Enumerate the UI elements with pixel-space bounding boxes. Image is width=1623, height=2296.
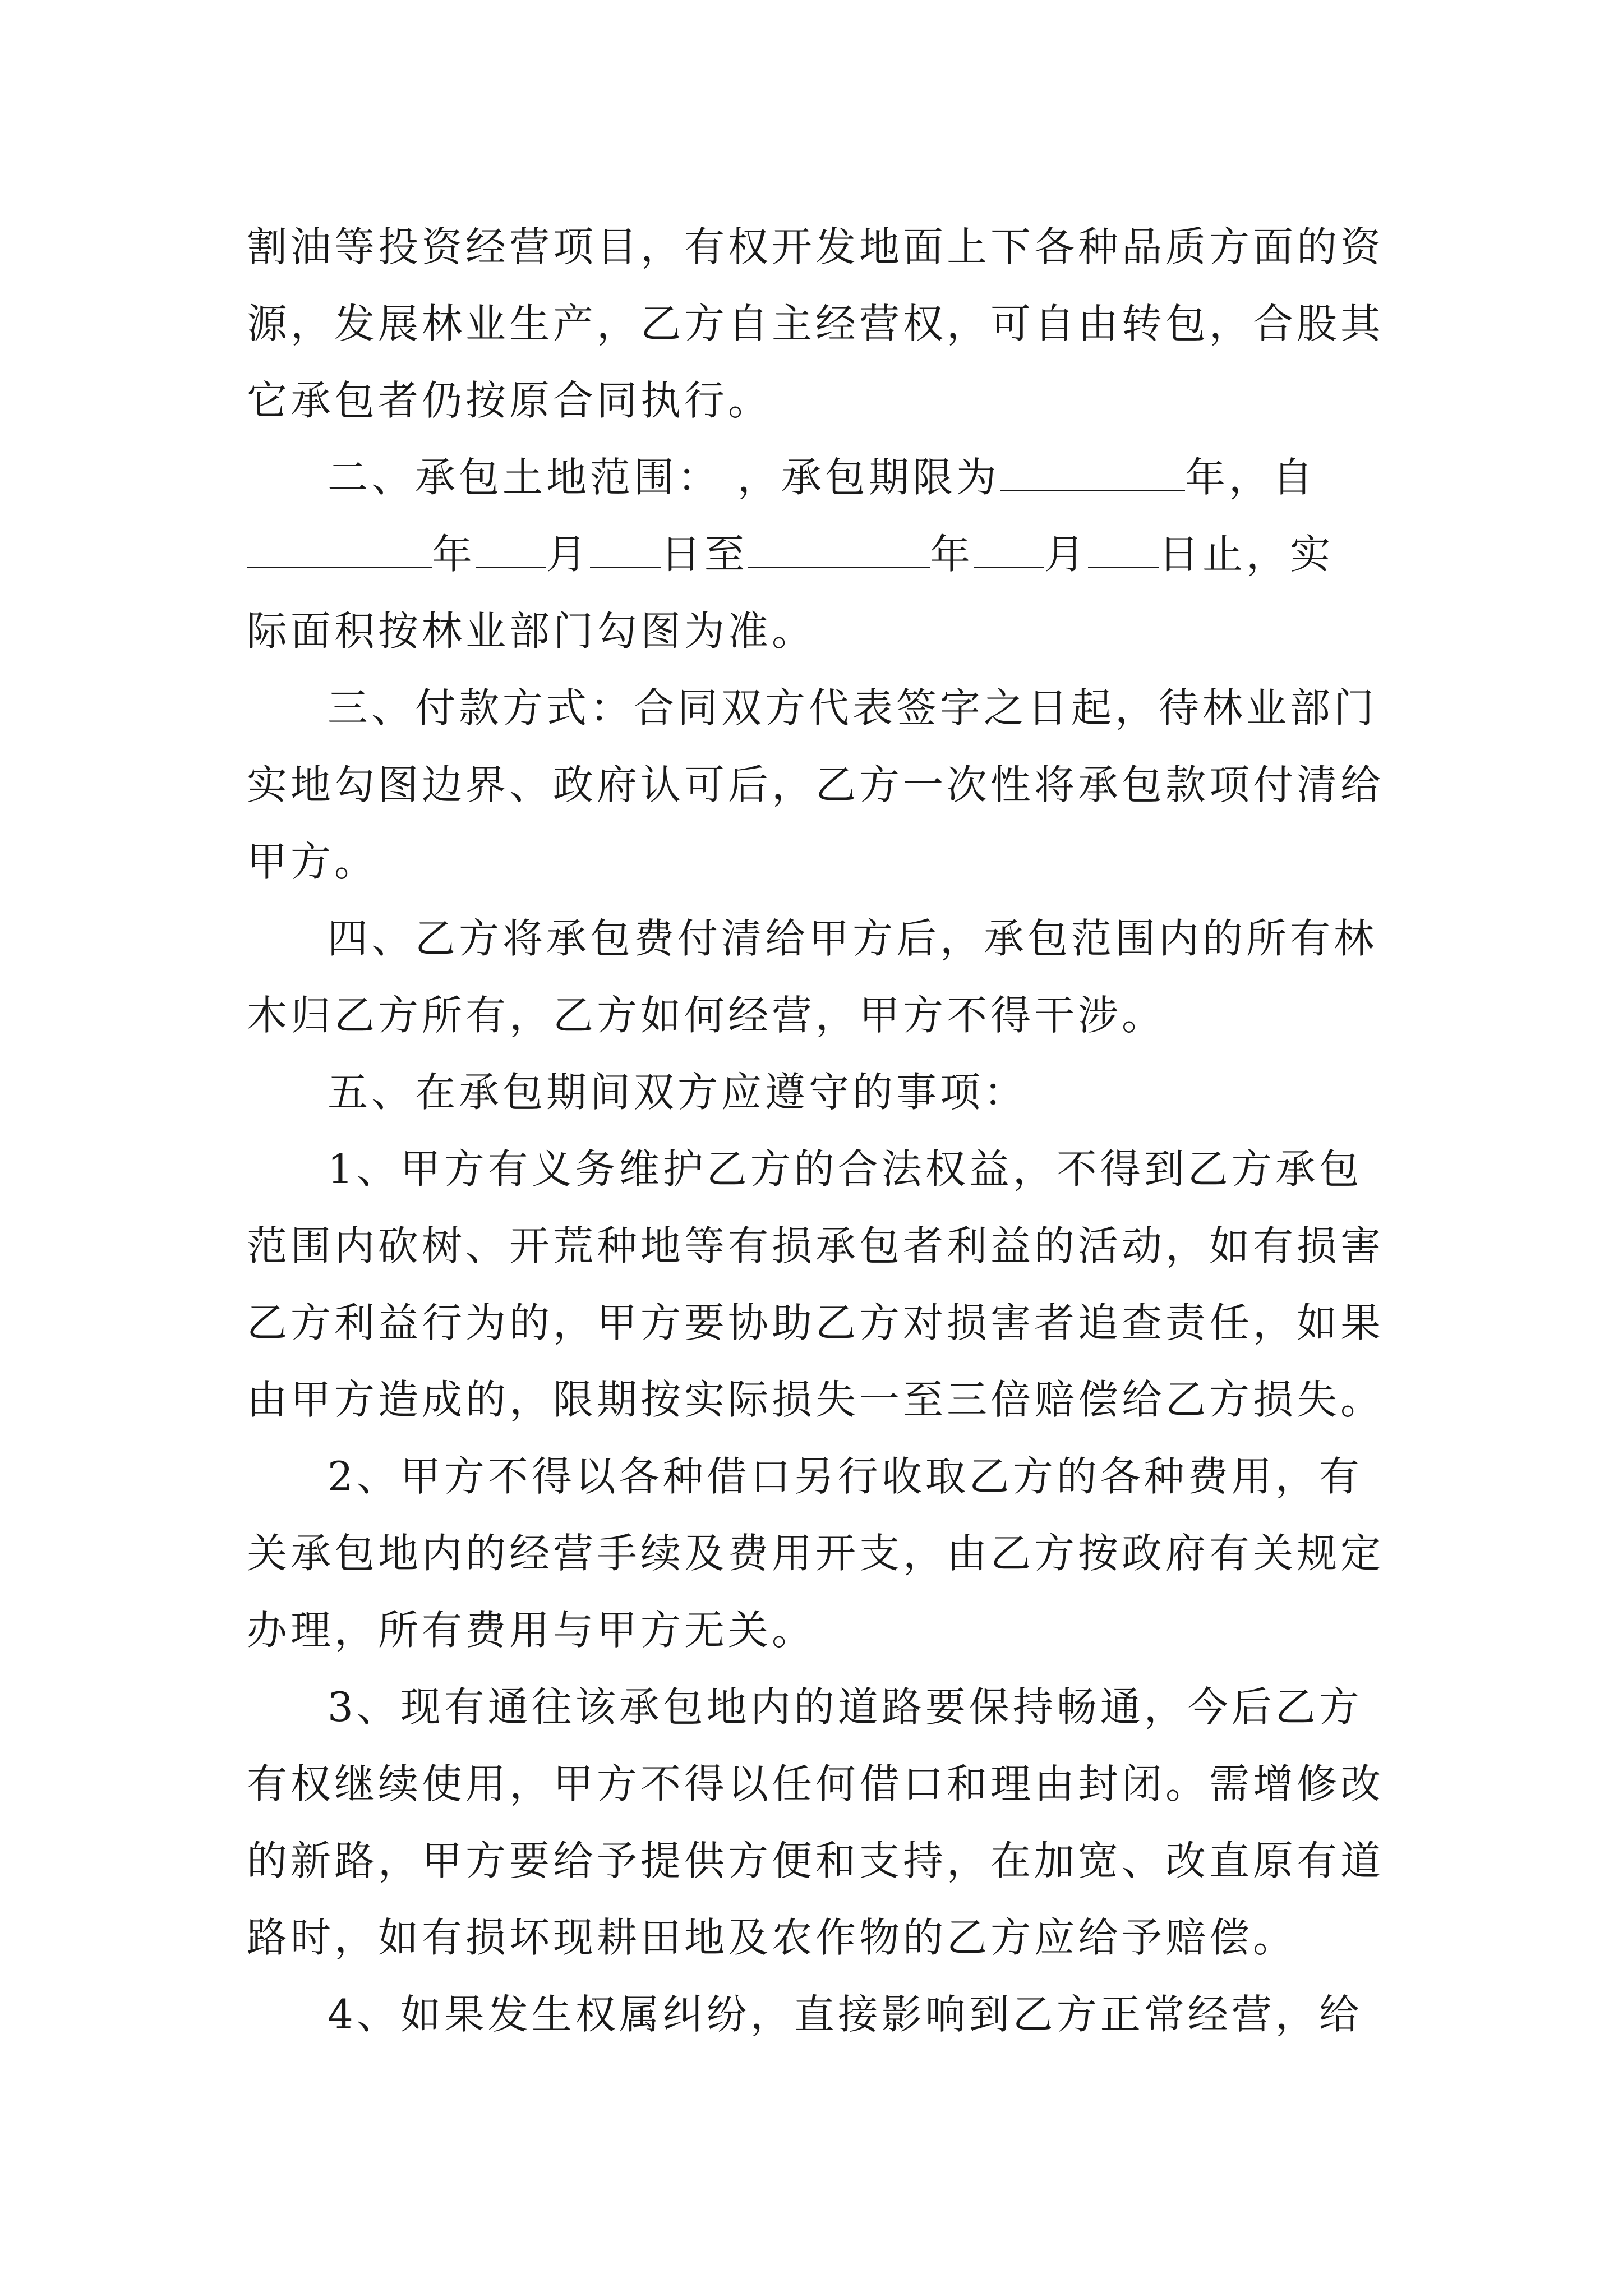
text-line: 木归乙方所有，乙方如何经营，甲方不得干涉。 [247,992,1166,1039]
text-line: 范围内砍树、开荒种地等有损承包者利益的活动，如有损害 [247,1222,1385,1269]
text-line: 有权继续使用，甲方不得以任何借口和理由封闭。需增修改 [247,1760,1385,1807]
blank-field-end-month [974,533,1044,568]
paragraph-item-3 [247,1669,1391,1976]
document-body [247,209,1391,2053]
text-line: 五、在承包期间双方应遵守的事项： [328,1069,1028,1116]
text-line: 割油等投资经营项目，有权开发地面上下各种品质方面的资 [247,223,1385,270]
text-line: 1、甲方有义务维护乙方的合法权益，不得到乙方承包 [328,1145,1363,1193]
paragraph-land-scope [247,439,1391,670]
paragraph-item-4 [247,1976,1391,2053]
blank-field-end-year [748,533,930,568]
blank-field-start-year [247,533,432,568]
text-line: 源，发展林业生产，乙方自主经营权，可自由转包，合股其 [247,300,1385,347]
text-line [247,516,1391,593]
text-segment: 二、承包土地范围： ，承包期限为 [328,454,1000,501]
text-line: 2、甲方不得以各种借口另行收取乙方的各种费用，有 [328,1453,1363,1500]
text-segment: 年 [432,531,476,578]
blank-field-start-day [590,533,661,568]
text-segment: 年，自 [1184,454,1316,501]
text-line: 际面积按林业部门勾图为准。 [247,608,816,655]
text-line: 乙方利益行为的，甲方要协助乙方对损害者追查责任，如果 [247,1299,1385,1346]
text-line: 办理，所有费用与甲方无关。 [247,1607,816,1654]
paragraph-payment [247,670,1391,900]
text-line: 路时，如有损坏现耕田地及农作物的乙方应给予赔偿。 [247,1914,1297,1961]
paragraph-ownership [247,900,1391,1054]
blank-field-start-month [476,533,546,568]
paragraph-item-1 [247,1131,1391,1438]
text-line: 它承包者仍按原合同执行。 [247,377,772,424]
blank-field-years [1000,456,1185,491]
text-segment: 月 [1044,531,1089,578]
text-line: 3、现有通往该承包地内的道路要保持畅通，今后乙方 [328,1683,1363,1731]
text-line: 三、付款方式：合同双方代表签字之日起，待林业部门 [328,684,1378,731]
text-line: 四、乙方将承包费付清给甲方后，承包范围内的所有林 [328,915,1378,962]
text-line: 4、如果发生权属纠纷，直接影响到乙方正常经营，给 [328,1991,1363,2038]
text-segment: 日止，实 [1159,531,1334,578]
paragraph-continuation [247,209,1391,439]
paragraph-obligations-heading [247,1054,1391,1131]
text-line: 关承包地内的经营手续及费用开支，由乙方按政府有关规定 [247,1530,1385,1577]
text-line [247,439,1391,516]
text-segment: 年 [930,531,974,578]
text-line: 甲方。 [247,838,379,885]
text-line: 的新路，甲方要给予提供方便和支持，在加宽、改直原有道 [247,1837,1385,1884]
text-segment: 日至 [661,531,749,578]
blank-field-end-day [1088,533,1159,568]
paragraph-item-2 [247,1438,1391,1669]
text-line: 实地勾图边界、政府认可后，乙方一次性将承包款项付清给 [247,761,1385,808]
text-segment: 月 [546,531,591,578]
text-line: 由甲方造成的，限期按实际损失一至三倍赔偿给乙方损失。 [247,1376,1385,1423]
